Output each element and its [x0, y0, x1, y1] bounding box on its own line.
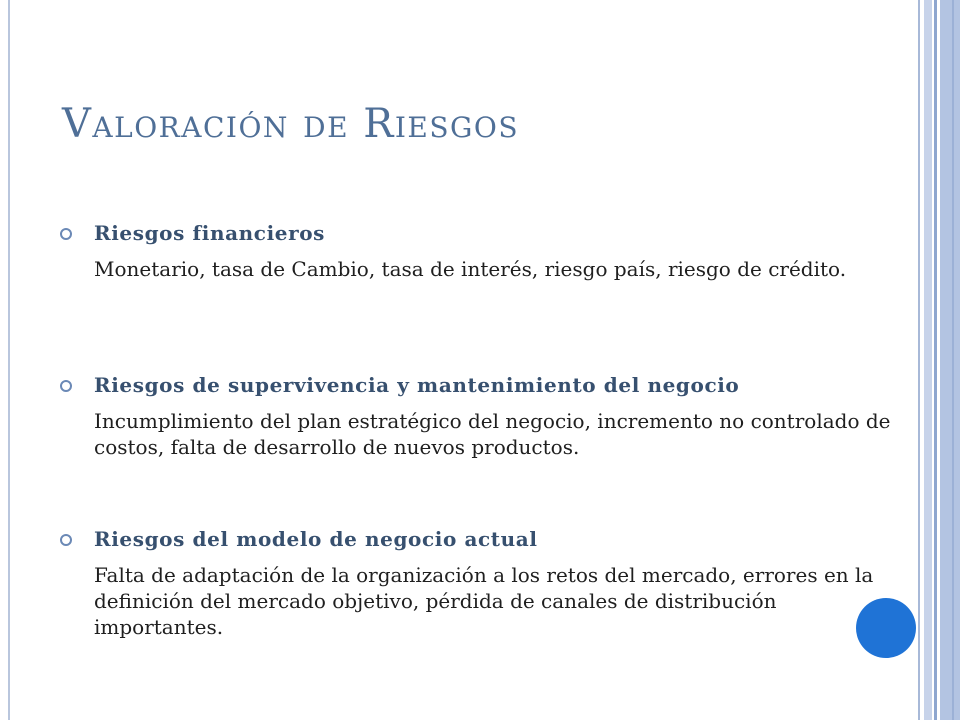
section-text: Incumplimiento del plan estratégico del negocio, incremento no controlado de costos, falta de desarrollo de nuevos productos.	[94, 409, 891, 459]
bullet-section-financieros	[94, 220, 904, 282]
slide-title: Valoración de Riesgos	[62, 101, 520, 147]
right-decor-stripe	[940, 0, 960, 720]
left-border-line	[8, 0, 10, 720]
bullet-section-modelo	[94, 526, 904, 640]
section-heading: Riesgos financieros	[94, 221, 326, 245]
section-heading: Riesgos del modelo de negocio actual	[94, 527, 538, 551]
bullet-circle-icon	[60, 228, 72, 240]
decorative-blue-circle	[856, 598, 916, 658]
bullet-circle-icon	[60, 534, 72, 546]
right-decor-stripe	[918, 0, 920, 720]
bullet-circle-icon	[60, 380, 72, 392]
right-decor-stripe	[952, 0, 954, 720]
section-text: Falta de adaptación de la organización a los retos del mercado, errores en la definición del mercado objetivo, pérdida de canales de distribución importantes.	[94, 563, 874, 639]
section-text: Monetario, tasa de Cambio, tasa de interés, riesgo país, riesgo de crédito.	[94, 257, 847, 281]
right-decor-stripe	[924, 0, 932, 720]
right-decor-stripe	[934, 0, 937, 720]
section-heading: Riesgos de supervivencia y mantenimiento del negocio	[94, 373, 740, 397]
bullet-section-supervivencia	[94, 372, 904, 460]
